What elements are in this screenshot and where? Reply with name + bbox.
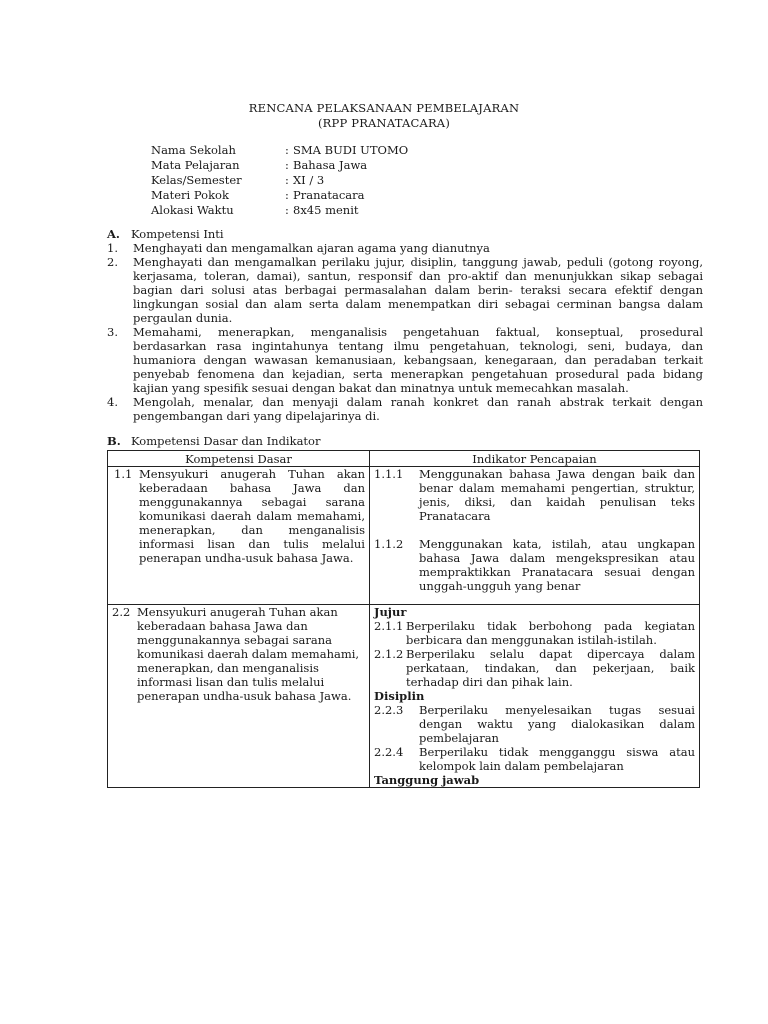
identity-value: XI / 3: [293, 173, 325, 187]
identity-row-school: Nama Sekolah : SMA BUDI UTOMO: [151, 143, 409, 157]
column-header: Kompetensi Dasar: [108, 451, 370, 467]
list-item: 1. Menghayati dan mengamalkan ajaran agama yang dianutnya: [107, 241, 490, 255]
identity-label: Mata Pelajaran: [151, 158, 240, 172]
group-title: Disiplin: [374, 689, 425, 703]
identity-row-subject: Mata Pelajaran : Bahasa Jawa: [151, 158, 368, 172]
identity-label: Alokasi Waktu: [151, 203, 234, 217]
competency-table: [107, 450, 700, 788]
table-cell: 2.2 Mensyukuri anugerah Tuhan akan keberadaan bahasa Jawa dan menggunakannya sebagai sarana komunikasi daerah dalam memahami, menerapkan, dan menganalisis informasi lisan dan tulis melalui penerapan undha-usuk bahasa Jawa.: [108, 605, 370, 788]
section-kompetensi-inti: [107, 227, 703, 423]
section-heading: A. Kompetensi Inti: [107, 227, 224, 241]
identity-value: Bahasa Jawa: [293, 158, 368, 172]
table-row: [108, 605, 700, 788]
identity-label: Kelas/Semester: [151, 173, 242, 187]
identity-value: 8x45 menit: [293, 203, 359, 217]
identity-label: Nama Sekolah: [151, 143, 236, 157]
list-item: 2. Menghayati dan mengamalkan perilaku jujur, disiplin, tanggung jawab, peduli (gotong royong, kerjasama, toleran, damai), santun, responsif dan pro-aktif dan menunjukkan sikap sebagai bagian dari solusi atas berbagai permasalahan dalam berin- teraksi secara efektif dengan lingkungan sosial dan alam serta dalam menempatkan diri sebagai cerminan bangsa dalam pergaulan dunia.: [107, 255, 703, 325]
list-item: 4. Mengolah, menalar, dan menyaji dalam ranah konkret dan ranah abstrak terkait dengan pengembangan dari yang dipelajarinya di.: [107, 395, 703, 423]
table-row: [108, 467, 700, 605]
identity-row-time: Alokasi Waktu : 8x45 menit: [151, 203, 359, 217]
identity-label: Materi Pokok: [151, 188, 229, 202]
identity-row-class: Kelas/Semester : XI / 3: [151, 173, 325, 187]
identity-row-topic: Materi Pokok : Pranatacara: [151, 188, 365, 202]
list-item: 3. Memahami, menerapkan, menganalisis pengetahuan faktual, konseptual, prosedural berdasarkan rasa ingintahunya tentang ilmu pengetahuan, teknologi, seni, budaya, dan humaniora dengan wawasan kemanusiaan, kebangsaan, kenegaraan, dan peradaban terkait penyebab fenomena dan kejadian, serta menerapkan pengetahuan prosedural pada bidang kajian yang spesifik sesuai dengan bakat dan minatnya untuk memecahkan masalah.: [107, 325, 703, 395]
identity-value: SMA BUDI UTOMO: [293, 143, 409, 157]
table-header-row: [108, 451, 700, 467]
table-cell: 1.1.1 Menggunakan bahasa Jawa dengan baik dan benar dalam memahami pengertian, struktur, jenis, diksi, dan kaidah penulisan teks Pranatacara 1.1.2 Menggunakan kata, istilah, atau ungkapan bahasa Jawa dalam mengekspresikan atau mempraktikkan Pranatacara sesuai dengan unggah-ungguh yang benar: [370, 467, 700, 605]
identity-value: Pranatacara: [293, 188, 365, 202]
kompetensi-inti-list: [107, 241, 703, 423]
identity-block: [151, 143, 408, 218]
group-title: Tanggung jawab: [374, 773, 480, 787]
section-kompetensi-dasar: [107, 434, 703, 448]
document-title: RENCANA PELAKSANAAN PEMBELAJARAN: [248, 101, 520, 115]
table-cell: 1.1 Mensyukuri anugerah Tuhan akan keberadaan bahasa Jawa dan menggunakannya sebagai sarana komunikasi daerah dalam memahami, menerapkan, dan menganalisis informasi lisan dan tulis melalui penerapan undha-usuk bahasa Jawa.: [108, 467, 370, 605]
table-cell: Jujur 2.1.1 Berperilaku tidak berbohong pada kegiatan berbicara dan menggunakan istilah-istilah. 2.1.2 Berperilaku selalu dapat dipercaya dalam perkataan, tindakan, dan pekerjaan, baik terhadap diri dan pihak lain. Disiplin 2.2.3 Berperilaku menyelesaikan tugas sesuai dengan waktu yang dialokasikan dalam pembelajaran 2.2.4 Berperilaku tidak mengganggu siswa atau kelompok lain dalam pembelajaran Tanggung jawab: [370, 605, 700, 788]
group-title: Jujur: [374, 605, 407, 619]
column-header: Indikator Pencapaian: [370, 451, 700, 467]
section-heading: B. Kompetensi Dasar dan Indikator: [107, 434, 321, 448]
document-subtitle: (RPP PRANATACARA): [317, 116, 451, 130]
